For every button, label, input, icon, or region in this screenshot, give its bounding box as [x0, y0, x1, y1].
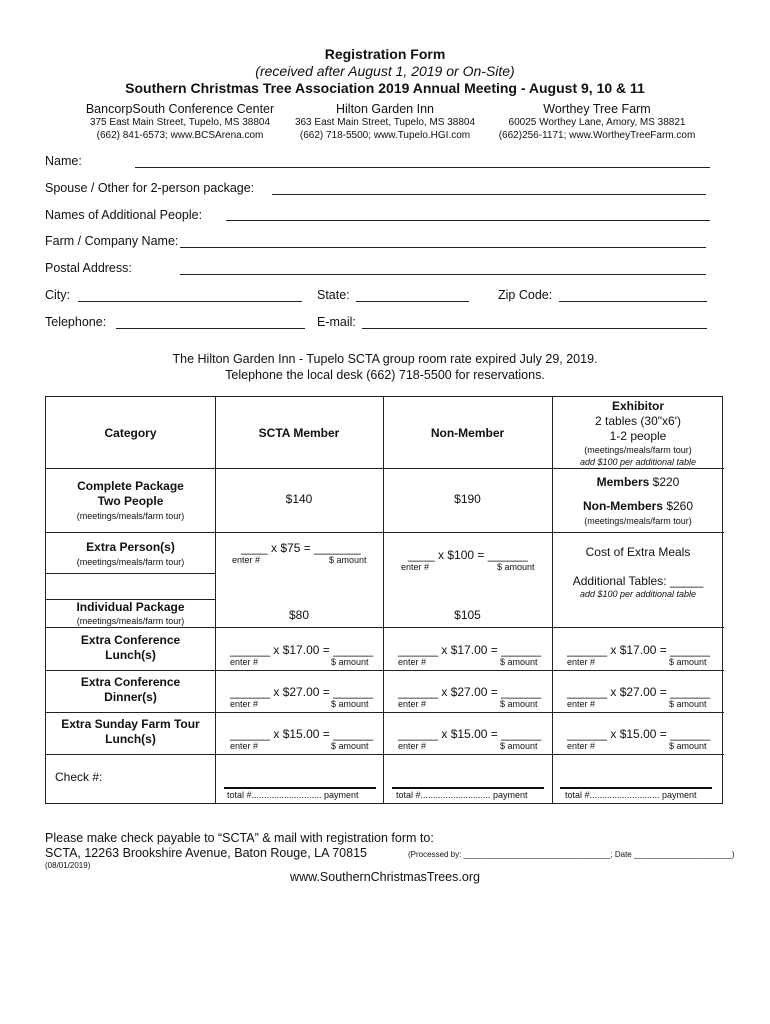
farm-lunch-title2: Lunch(s)	[105, 732, 156, 746]
farm-lunch-category	[46, 717, 215, 747]
dinner-exhibitor-calc[interactable]: ______ x $27.00 = ______	[567, 685, 711, 699]
dinner-title2: Dinner(s)	[104, 690, 157, 704]
exhibitor-package	[552, 475, 724, 529]
venue-contact: (662)256-1171; www.WortheyTreeFarm.com	[498, 130, 696, 141]
complete-package-category	[46, 479, 215, 524]
total-nonmember[interactable]: total #............................ payment	[396, 790, 528, 800]
individual-title: Individual Package	[76, 600, 185, 614]
exhibitor-sub: (meetings/meals/farm tour)	[584, 445, 692, 455]
enter-label: enter #	[398, 657, 427, 667]
lunch-title1: Extra Conference	[80, 633, 181, 647]
amount-label: $ amount	[500, 741, 538, 751]
farm-company-line[interactable]	[180, 247, 706, 248]
exhibitor-package-sub: (meetings/meals/farm tour)	[584, 516, 692, 526]
farm-lunch-exhibitor-calc[interactable]: ______ x $15.00 = ______	[567, 727, 711, 741]
complete-member-price: $140	[285, 492, 313, 506]
individual-package-category	[46, 600, 215, 628]
col-divider	[383, 397, 384, 803]
state-line[interactable]	[356, 301, 469, 302]
farm-lunch-nonmember-calc[interactable]: ______ x $15.00 = ______	[398, 727, 542, 741]
total-line-exhibitor	[560, 787, 712, 789]
venue-address: 363 East Main Street, Tupelo, MS 38804	[294, 117, 476, 128]
lunch-title2: Lunch(s)	[105, 648, 156, 662]
venue-name: Worthey Tree Farm	[543, 102, 651, 116]
row-divider	[46, 670, 724, 671]
spouse-line[interactable]	[272, 194, 706, 195]
individual-sub: (meetings/meals/farm tour)	[76, 616, 185, 626]
city-line[interactable]	[78, 301, 302, 302]
amount-label: $ amount	[331, 699, 369, 709]
enter-label: enter #	[230, 657, 259, 667]
exhibitor-additional-tables-note: add $100 per additional table	[579, 589, 697, 599]
lunch-exhibitor-calc[interactable]: ______ x $17.00 = ______	[567, 643, 711, 657]
venue-address: 60025 Worthey Lane, Amory, MS 38821	[508, 117, 686, 128]
complete-sub: (meetings/meals/farm tour)	[76, 511, 185, 521]
extra-person-category	[46, 540, 215, 570]
exhibitor-title: Exhibitor	[611, 399, 664, 413]
farm-lunch-title1: Extra Sunday Farm Tour	[61, 717, 200, 731]
venue-contact: (662) 841-6573; www.BCSArena.com	[96, 130, 264, 141]
exhibitor-add: add $100 per additional table	[579, 457, 697, 467]
total-member[interactable]: total #............................ payment	[227, 790, 359, 800]
exhibitor-nonmembers-label: Non-Members	[582, 499, 663, 513]
header-scta-member: SCTA Member	[258, 426, 340, 440]
lunch-member-calc[interactable]: ______ x $17.00 = ______	[230, 643, 374, 657]
zip-label: Zip Code:	[498, 288, 553, 302]
amount-label: $ amount	[500, 699, 538, 709]
amount-label: $ amount	[331, 741, 369, 751]
spouse-label: Spouse / Other for 2-person package:	[45, 181, 255, 195]
form-subtitle: (received after August 1, 2019 or On-Site)	[255, 63, 515, 79]
exhibitor-members-label: Members	[596, 475, 650, 489]
email-line[interactable]	[362, 328, 707, 329]
total-line-member	[224, 787, 376, 789]
amount-label: $ amount	[669, 657, 707, 667]
exhibitor-cost-extra-meals: Cost of Extra Meals	[585, 545, 691, 559]
col-divider	[215, 397, 216, 803]
header-exhibitor	[552, 399, 724, 468]
amount-label: $ amount	[669, 741, 707, 751]
individual-nonmember-price: $105	[454, 608, 481, 622]
enter-label: enter #	[398, 699, 427, 709]
complete-nonmember-price: $190	[454, 492, 481, 506]
amount-label: $ amount	[497, 562, 535, 572]
telephone-line[interactable]	[116, 328, 305, 329]
extra-person-sub: (meetings/meals/farm tour)	[76, 557, 185, 567]
individual-member-price: $80	[288, 608, 310, 622]
dinner-title1: Extra Conference	[80, 675, 181, 689]
payment-instructions: Please make check payable to “SCTA” & mail with registration form to:	[45, 831, 434, 845]
additional-people-label: Names of Additional People:	[45, 208, 203, 222]
dinner-nonmember-calc[interactable]: ______ x $27.00 = ______	[398, 685, 542, 699]
header-category: Category	[104, 426, 157, 440]
total-line-nonmember	[392, 787, 544, 789]
row-divider	[46, 532, 552, 533]
additional-people-line[interactable]	[226, 220, 710, 221]
venue-address: 375 East Main Street, Tupelo, MS 38804	[89, 117, 271, 128]
row-divider	[46, 468, 724, 469]
form-title: Registration Form	[324, 46, 446, 62]
website-link[interactable]: www.SouthernChristmasTrees.org	[290, 870, 480, 884]
row-divider	[46, 712, 724, 713]
zip-line[interactable]	[559, 301, 707, 302]
enter-label: enter #	[398, 741, 427, 751]
state-label: State:	[317, 288, 350, 302]
event-title: Southern Christmas Tree Association 2019 Annual Meeting - August 9, 10 & 11	[125, 80, 645, 96]
enter-label: enter #	[401, 562, 430, 572]
venue-name: BancorpSouth Conference Center	[85, 102, 275, 116]
postal-address-label: Postal Address:	[45, 261, 132, 275]
city-label: City:	[45, 288, 70, 302]
dinner-member-calc[interactable]: ______ x $27.00 = ______	[230, 685, 374, 699]
hotel-note-line1: The Hilton Garden Inn - Tupelo SCTA group room rate expired July 29, 2019.	[172, 352, 598, 366]
registration-table	[45, 396, 723, 804]
telephone-label: Telephone:	[45, 315, 107, 329]
venue-name: Hilton Garden Inn	[336, 102, 434, 116]
exhibitor-people: 1-2 people	[609, 429, 667, 443]
venue-worthey	[472, 102, 722, 142]
mailing-address: SCTA, 12263 Brookshire Avenue, Baton Rouge, LA 70815	[45, 846, 367, 860]
name-line[interactable]	[135, 167, 710, 168]
enter-label: enter #	[232, 555, 261, 565]
total-exhibitor[interactable]: total #............................ payment	[565, 790, 697, 800]
enter-label: enter #	[567, 657, 596, 667]
exhibitor-additional-tables[interactable]: Additional Tables: _____	[572, 574, 704, 588]
amount-label: $ amount	[331, 657, 369, 667]
row-divider	[46, 573, 215, 574]
enter-label: enter #	[567, 741, 596, 751]
row-divider	[46, 754, 724, 755]
complete-title2: Two People	[97, 494, 164, 508]
enter-label: enter #	[230, 699, 259, 709]
venue-bancorpsouth	[60, 102, 300, 142]
amount-label: $ amount	[500, 657, 538, 667]
exhibitor-members-price: $220	[652, 475, 680, 489]
header-non-member: Non-Member	[430, 426, 505, 440]
amount-label: $ amount	[329, 555, 367, 565]
check-number-label: Check #:	[55, 770, 103, 784]
form-date: (08/01/2019)	[45, 861, 91, 870]
amount-label: $ amount	[669, 699, 707, 709]
enter-label: enter #	[567, 699, 596, 709]
venue-contact: (662) 718-5500; www.Tupelo.HGI.com	[299, 130, 471, 141]
extra-person-nonmember-calc[interactable]: ____ x $100 = ______	[408, 548, 528, 562]
extra-person-member-calc[interactable]: ____ x $75 = _______	[241, 541, 361, 555]
processed-by[interactable]: (Processed by: _________________________________; Date ______________________)	[408, 850, 735, 859]
hotel-note-line2: Telephone the local desk (662) 718-5500 for reservations.	[225, 368, 545, 382]
extra-dinner-category	[46, 675, 215, 705]
extra-person-title: Extra Person(s)	[86, 540, 175, 554]
exhibitor-nonmembers-price: $260	[666, 499, 694, 513]
farm-lunch-member-calc[interactable]: ______ x $15.00 = ______	[230, 727, 374, 741]
extra-lunch-category	[46, 633, 215, 663]
row-divider	[552, 532, 724, 533]
complete-title1: Complete Package	[77, 479, 184, 493]
enter-label: enter #	[230, 741, 259, 751]
postal-address-line[interactable]	[180, 274, 706, 275]
email-label: E-mail:	[317, 315, 356, 329]
exhibitor-tables: 2 tables (30"x6')	[595, 414, 681, 428]
farm-company-label: Farm / Company Name:	[45, 234, 179, 248]
name-label: Name:	[45, 154, 82, 168]
venue-hilton	[275, 102, 495, 142]
lunch-nonmember-calc[interactable]: ______ x $17.00 = ______	[398, 643, 542, 657]
